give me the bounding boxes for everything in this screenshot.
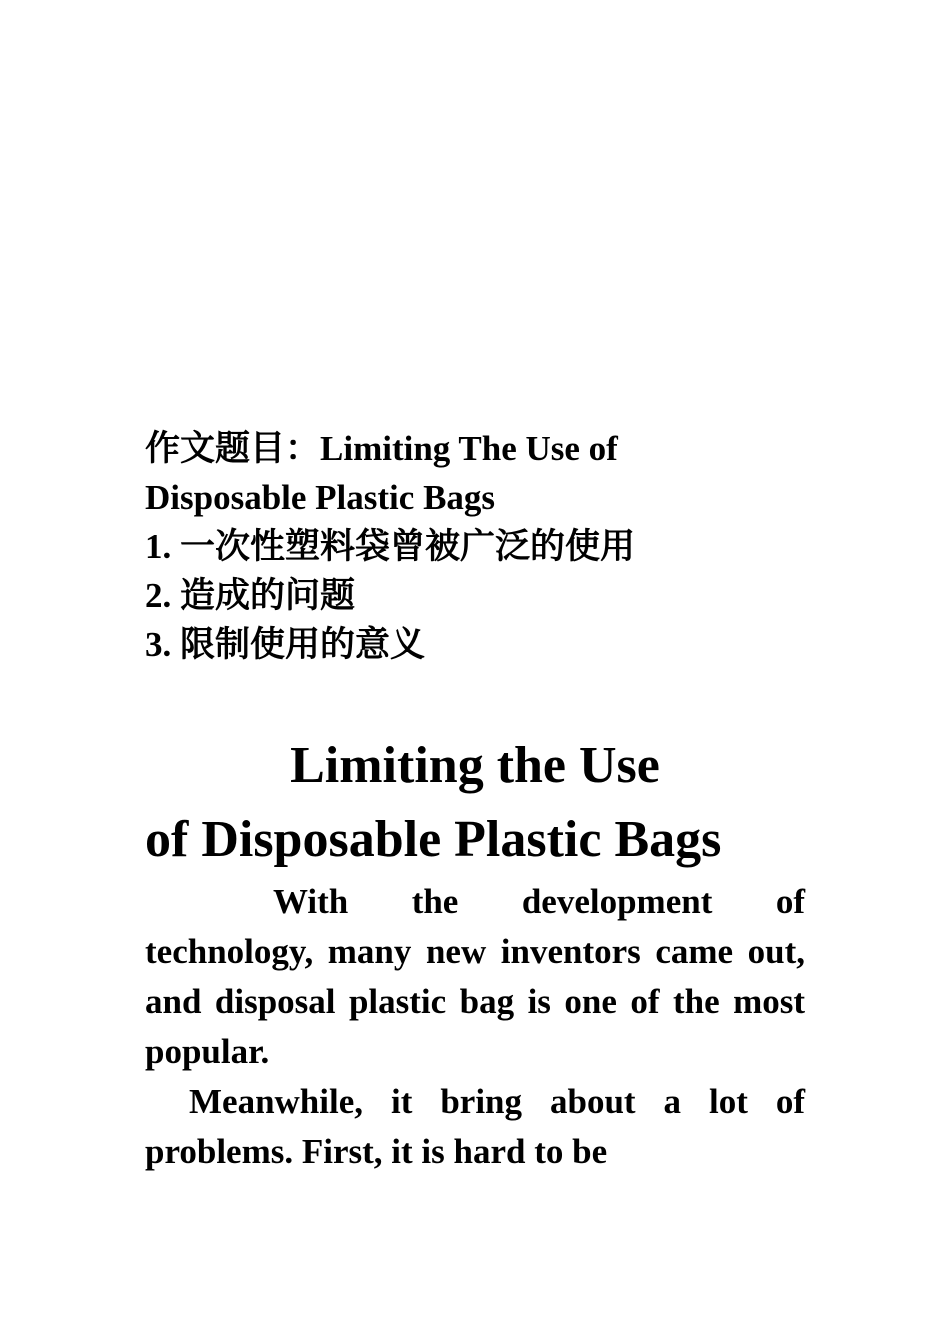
essay-title bbox=[145, 729, 805, 877]
document-page bbox=[145, 424, 805, 1177]
prompt-point-1: 1. 一次性塑料袋曾被广泛的使用 bbox=[145, 527, 636, 566]
essay-paragraph-2: Meanwhile, it bring about a lot of problems. First, it is hard to be bbox=[145, 1082, 805, 1171]
essay-paragraph-1: With the development of technology, many new inventors came out, and disposal plastic bag is one of the most popular. bbox=[145, 882, 805, 1071]
essay-title-line-1: Limiting the Use bbox=[290, 737, 660, 794]
prompt-point-3: 3. 限制使用的意义 bbox=[145, 625, 426, 664]
prompt-point-2: 2. 造成的问题 bbox=[145, 576, 356, 615]
prompt-heading-continued: Disposable Plastic Bags bbox=[145, 478, 496, 517]
prompt-heading: 作文题目：Limiting The Use of bbox=[145, 429, 618, 468]
essay-title-line-2: of Disposable Plastic Bags bbox=[145, 811, 722, 868]
essay-prompt bbox=[145, 424, 805, 669]
